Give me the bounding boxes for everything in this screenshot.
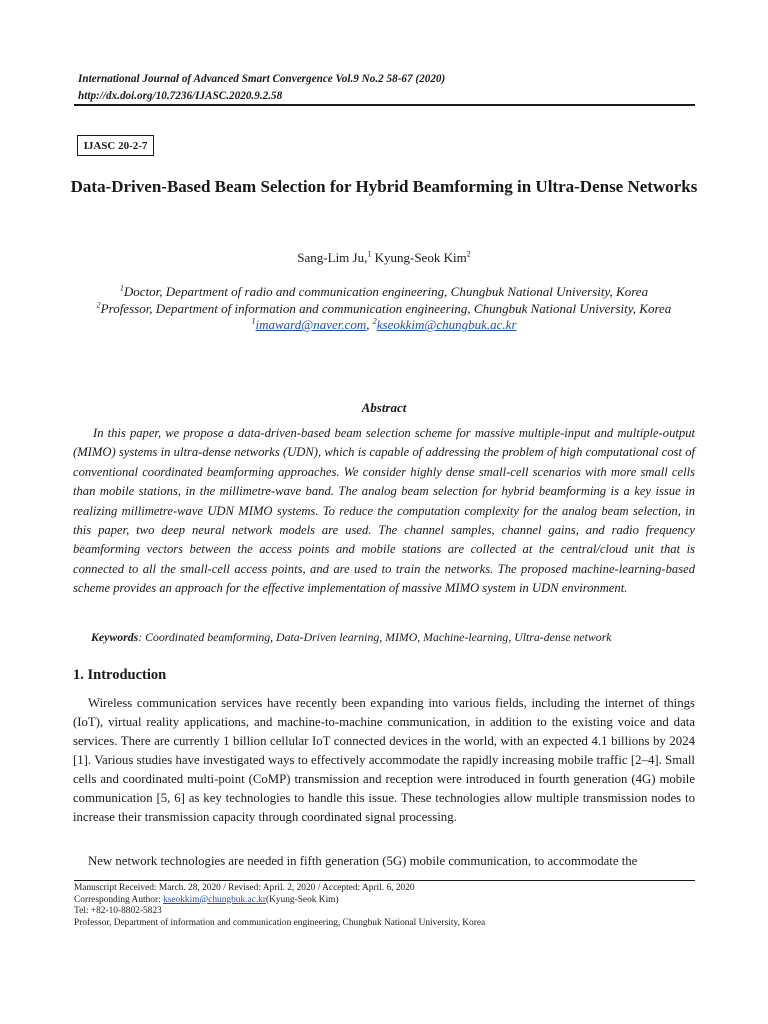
author-1: Sang-Lim Ju, xyxy=(297,250,368,265)
footnote-rule xyxy=(74,880,695,881)
journal-doi: http://dx.doi.org/10.7236/IJASC.2020.9.2.58 xyxy=(78,90,283,102)
affiliation-1: $^1$Doctor, Department of radio and communication engineering, Chungbuk National University, Korea xyxy=(119,283,649,299)
email-link-1[interactable]: imaward@naver.com xyxy=(255,317,367,332)
paper-code-box: IJASC 20-2-7 xyxy=(77,135,154,156)
intro-paragraph-1: Wireless communication services have recently been expanding into various fields, including the internet of things (IoT), virtual reality applications, and machine-to-machine communication, in addition to the existing voice and data services. There are currently 1 billion cellular IoT connected devices in the world, with an expected 4.1 billions by 2024 [1]. Various studies have investigated ways to effectively accommodate the rapidly increasing mobile traffic [2–4]. Small cells and coordinated multi-point (CoMP) transmission and reception were introduced in fourth generation (4G) mobile communication [5, 6] as key technologies to handle this issue. These technologies allow multiple transmission nodes to increase their transmission capacity through coordinated signal processing. xyxy=(73,696,695,824)
author-2-sup: 2 xyxy=(466,249,471,259)
corresponding-email-link[interactable]: kseokkim@chungbuk.ac.kr xyxy=(163,894,266,905)
keywords-text: : Coordinated beamforming, Data-Driven learning, MIMO, Machine-learning, Ultra-dense network xyxy=(138,630,612,644)
abstract-body: In this paper, we propose a data-driven-based beam selection scheme for massive multiple-input and multiple-output (MIMO) systems in ultra-dense networks (UDN), which is capable of addressing the problem of high computational cost of conventional coordinated beamforming approaches. We consider highly dense small-cell scenarios with more small cells than mobile stations, in the millimetre-wave band. The analog beam selection for hybrid beamforming is a key issue in realizing millimetre-wave UDN MIMO systems. To reduce the computation complexity for the analog beam selection, in this paper, two deep neural network models are used. The channel samples, channel gains, and radio frequency beamforming vectors between the access points and mobile stations are collected at the central/cloud unit that is connected to all the small-cell access points, and are used to train the networks. The proposed machine-learning-based scheme provides an approach for the effective implementation of massive MIMO system in UDN environment. xyxy=(73,426,695,596)
affiliation-2: $^2$Professor, Department of information and communication engineering, Chungbuk National University, Korea xyxy=(96,300,672,316)
section-heading-introduction: 1. Introduction xyxy=(73,667,167,683)
author-emails: $^1$imaward@naver.com, $^2$kseokkim@chungbuk.ac.kr xyxy=(251,316,517,332)
abstract-heading: Abstract xyxy=(361,400,407,415)
keywords xyxy=(91,630,612,645)
affiliations xyxy=(70,284,698,334)
footnote-position: Professor, Department of information and communication engineering, Chungbuk National University, Korea xyxy=(74,917,486,928)
journal-header xyxy=(78,71,445,105)
footnote-tel: Tel: +82-10-8802-5823 xyxy=(74,906,162,916)
journal-citation: International Journal of Advanced Smart Convergence Vol.9 No.2 58-67 (2020) xyxy=(78,73,446,85)
header-rule xyxy=(74,104,695,106)
footnote-corresponding: Corresponding Author: kseokkim@chungbuk.ac.kr(Kyung-Seok Kim) xyxy=(74,894,339,905)
footnotes xyxy=(74,883,485,929)
email-link-2[interactable]: kseokkim@chungbuk.ac.kr xyxy=(376,317,517,332)
author-2: Kyung-Seok Kim xyxy=(374,250,467,265)
author-line xyxy=(0,250,768,266)
keywords-label: Keywords xyxy=(91,630,139,644)
paper-title: Data-Driven-Based Beam Selection for Hybrid Beamforming in Ultra-Dense Networks xyxy=(70,177,698,196)
intro-paragraph-2: New network technologies are needed in fifth generation (5G) mobile communication, to accommodate the xyxy=(88,854,638,868)
footnote-received: Manuscript Received: March. 28, 2020 / Revised: April. 2, 2020 / Accepted: April. 6, 2020 xyxy=(74,883,415,893)
author-1-sup: 1 xyxy=(367,249,372,259)
